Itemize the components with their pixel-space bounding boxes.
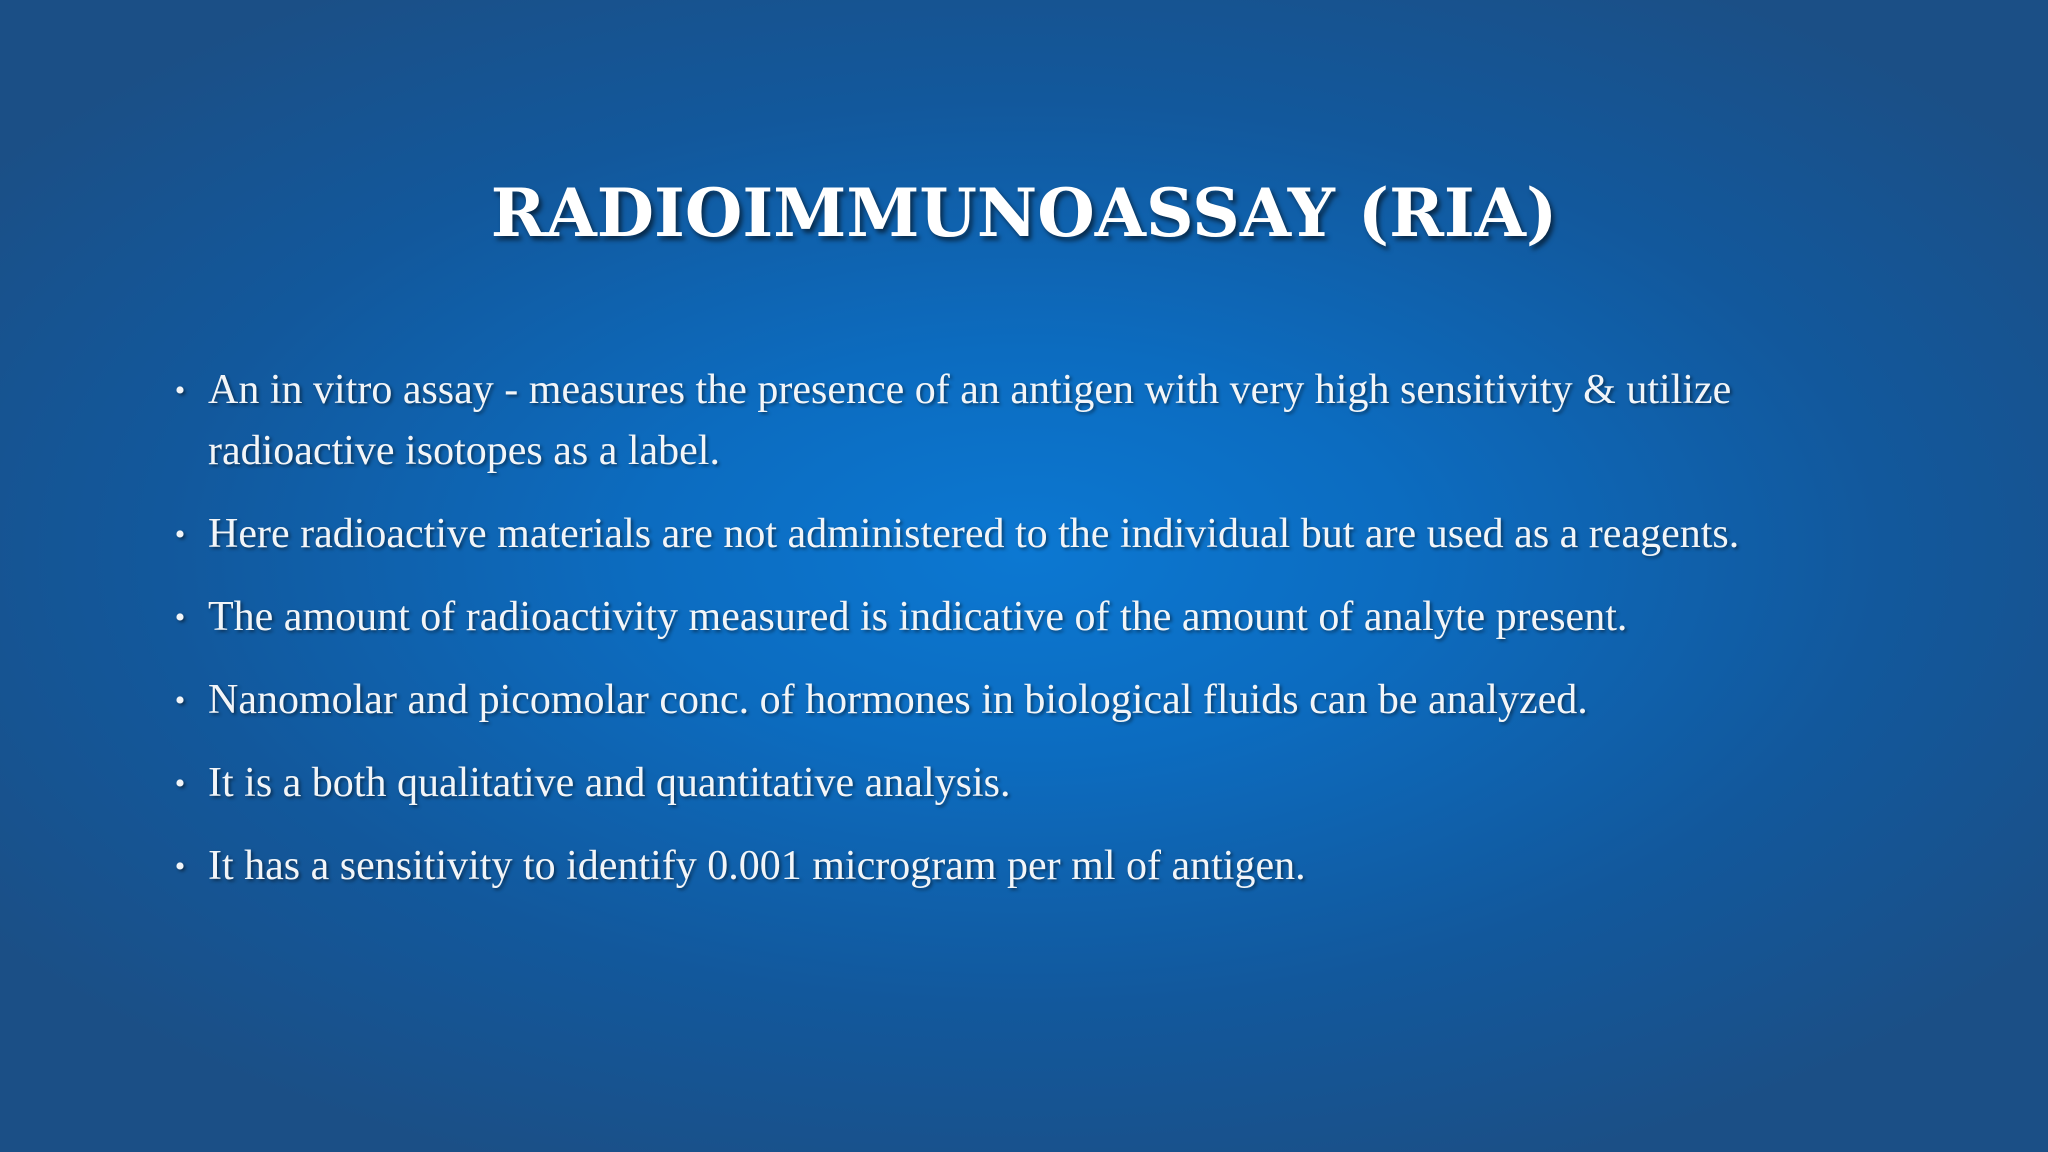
bullet-point-icon: •: [174, 684, 186, 717]
bullet-item: [168, 587, 1888, 648]
bullet-text: It is a both qualitative and quantitative analysis.: [208, 760, 1011, 806]
bullet-item: [168, 360, 1888, 482]
bullet-list: [168, 360, 1888, 897]
bullet-item: [168, 670, 1888, 731]
bullet-point-icon: •: [174, 850, 186, 883]
bullet-text: Nanomolar and picomolar conc. of hormones in biological fluids can be analyzed.: [208, 677, 1588, 723]
bullet-text: It has a sensitivity to identify 0.001 microgram per ml of antigen.: [208, 843, 1306, 889]
bullet-point-icon: •: [174, 767, 186, 800]
bullet-item: [168, 836, 1888, 897]
bullet-point-icon: •: [174, 601, 186, 634]
bullet-text: The amount of radioactivity measured is indicative of the amount of analyte present.: [208, 594, 1628, 640]
bullet-text: Here radioactive materials are not administered to the individual but are used as a reagents.: [208, 511, 1740, 557]
bullet-point-icon: •: [174, 518, 186, 551]
bullet-text: An in vitro assay - measures the presence of an antigen with very high sensitivity & utilize radioactive isotopes as a label.: [208, 367, 1732, 474]
bullet-item: [168, 504, 1888, 565]
slide-title: RADIOIMMUNOASSAY (RIA): [490, 174, 1558, 252]
bullet-item: [168, 753, 1888, 814]
bullet-point-icon: •: [174, 374, 186, 407]
